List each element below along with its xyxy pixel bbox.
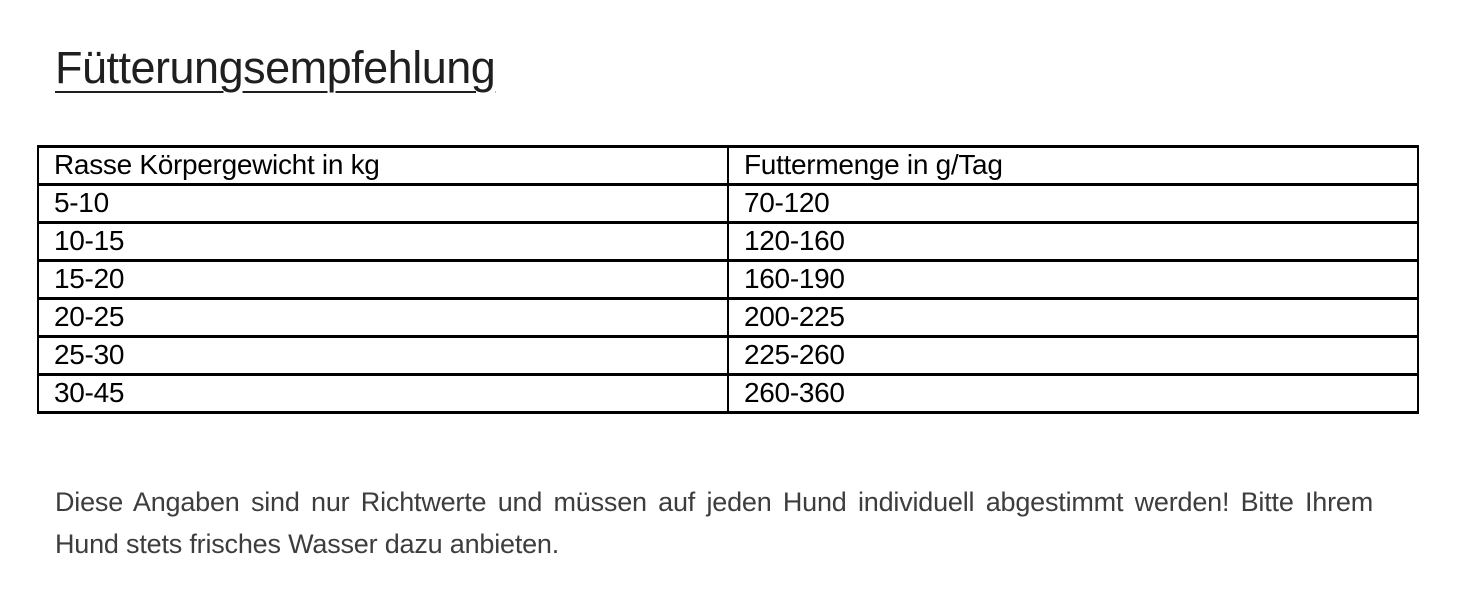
amount-cell: 70-120 bbox=[728, 185, 1418, 223]
footer-line-2: Hund stets frisches Wasser dazu anbieten. bbox=[55, 529, 560, 559]
weight-cell: 10-15 bbox=[38, 223, 728, 261]
table-row bbox=[38, 185, 1418, 223]
page-title: Fütterungsempfehlung bbox=[55, 42, 496, 93]
table-header-row bbox=[38, 147, 1418, 185]
amount-cell: 200-225 bbox=[728, 299, 1418, 337]
weight-cell: 20-25 bbox=[38, 299, 728, 337]
amount-cell: 225-260 bbox=[728, 337, 1418, 375]
amount-cell: 260-360 bbox=[728, 375, 1418, 413]
feeding-table bbox=[37, 145, 1419, 414]
table-header-weight: Rasse Körpergewicht in kg bbox=[38, 147, 728, 185]
table-row bbox=[38, 261, 1418, 299]
table-header-amount: Futtermenge in g/Tag bbox=[728, 147, 1418, 185]
footer-note bbox=[55, 481, 1373, 565]
weight-cell: 30-45 bbox=[38, 375, 728, 413]
weight-cell: 25-30 bbox=[38, 337, 728, 375]
table-row bbox=[38, 337, 1418, 375]
weight-cell: 15-20 bbox=[38, 261, 728, 299]
weight-cell: 5-10 bbox=[38, 185, 728, 223]
amount-cell: 160-190 bbox=[728, 261, 1418, 299]
table-row bbox=[38, 223, 1418, 261]
table-row bbox=[38, 299, 1418, 337]
footer-line-1: Diese Angaben sind nur Richtwerte und müssen auf jeden Hund individuell abgestimmt werden! Bitte Ihrem bbox=[55, 487, 1373, 517]
table-row bbox=[38, 375, 1418, 413]
amount-cell: 120-160 bbox=[728, 223, 1418, 261]
